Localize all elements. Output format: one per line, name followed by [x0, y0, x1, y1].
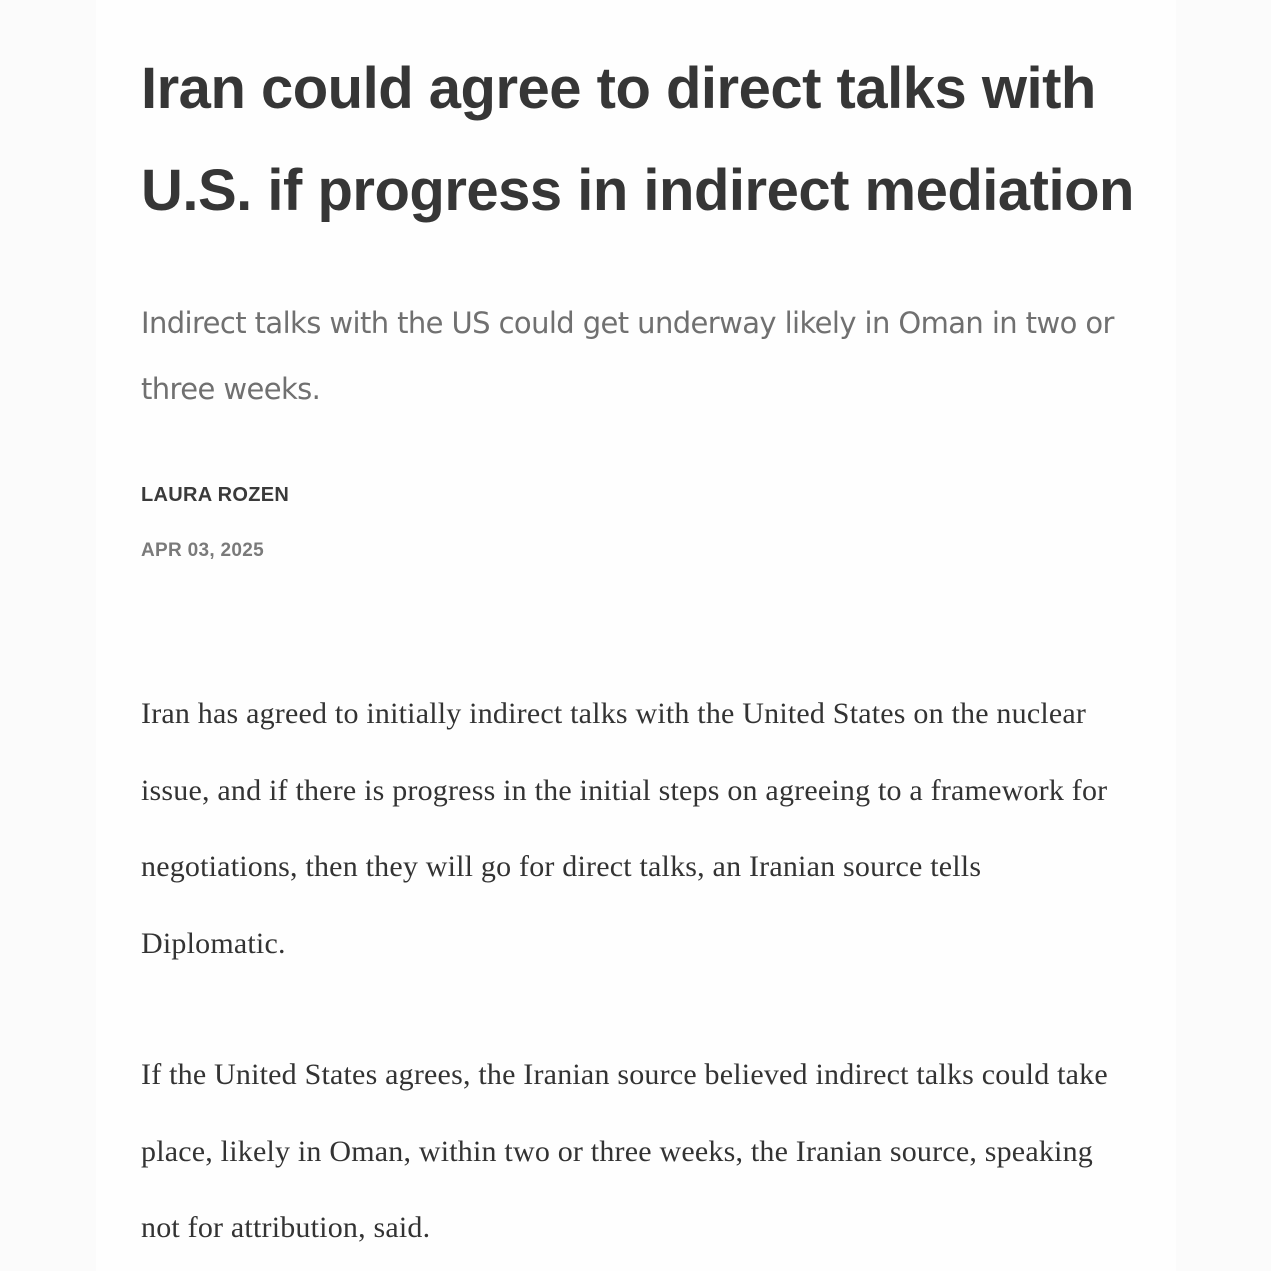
article: [141, 0, 1141, 1267]
body-paragraph-2: If the United States agrees, the Iranian source believed indirect talks could take place, likely in Oman, within two or three weeks, the Iranian source, speaking not for attribution, said.: [141, 1058, 1108, 1244]
article-body: [141, 676, 1141, 1267]
article-headline: Iran could agree to direct talks with U.S. if progress in indirect mediation: [141, 56, 1134, 223]
body-paragraph-1: Iran has agreed to initially indirect talks with the United States on the nuclear issue, and if there is progress in the initial steps on agreeing to a framework for negotiations, then they will go for direct talks, an Iranian source tells Diplomatic.: [141, 697, 1108, 960]
author-byline[interactable]: LAURA ROZEN: [141, 484, 290, 506]
article-subheadline: Indirect talks with the US could get underway likely in Oman in two or three weeks.: [141, 306, 1114, 406]
publish-date: APR 03, 2025: [141, 540, 264, 561]
page-background: [96, 0, 1176, 1271]
